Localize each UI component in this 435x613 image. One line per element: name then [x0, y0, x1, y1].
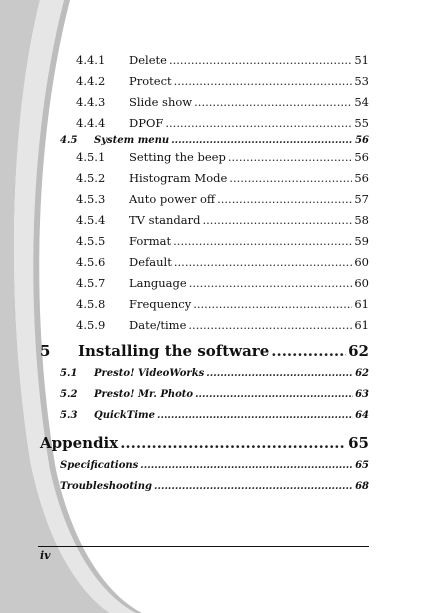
toc-entry-title: Appendix — [40, 434, 119, 452]
toc-entry-title: Auto power off — [129, 192, 216, 206]
toc-entry-title: Installing the software — [78, 342, 270, 360]
footer-page-number: iv — [40, 549, 51, 562]
toc-entry[interactable] — [76, 53, 369, 67]
toc-entry-page: 56 — [355, 135, 369, 146]
toc-entry[interactable] — [76, 255, 369, 269]
toc-entry-page: 59 — [354, 234, 369, 248]
toc-leader-dots — [188, 318, 352, 332]
toc-entry-title: Delete — [129, 53, 167, 67]
toc-entry-title: Presto! VideoWorks — [94, 368, 205, 379]
toc-entry[interactable] — [60, 135, 369, 146]
toc-entry-title: System menu — [94, 135, 170, 146]
toc-leader-dots — [228, 150, 353, 164]
toc-entry-number: 5 — [40, 342, 51, 360]
toc-leader-dots — [174, 255, 353, 269]
toc-entry[interactable] — [60, 481, 369, 492]
toc-entry-page: 54 — [354, 95, 369, 109]
toc-leader-dots — [271, 342, 346, 360]
toc-entry[interactable] — [40, 434, 369, 452]
toc-entry-number: 5.2 — [60, 389, 78, 400]
toc-leader-dots — [194, 95, 352, 109]
toc-leader-dots — [193, 297, 352, 311]
toc-entry-number: 4.4.3 — [76, 95, 106, 109]
toc-entry-page: 53 — [354, 74, 369, 88]
toc-entry[interactable] — [76, 171, 369, 185]
toc-entry[interactable] — [76, 234, 369, 248]
footer-rule — [38, 546, 369, 547]
toc-entry[interactable] — [76, 318, 369, 332]
toc-leader-dots — [203, 213, 353, 227]
toc-entry-title: Default — [129, 255, 172, 269]
toc-leader-dots — [189, 276, 353, 290]
toc-entry-page: 64 — [355, 410, 369, 421]
toc-leader-dots — [165, 116, 352, 130]
toc-leader-dots — [206, 368, 353, 379]
toc-leader-dots — [120, 434, 346, 452]
toc-entry-page: 62 — [355, 368, 369, 379]
toc-entry[interactable] — [76, 116, 369, 130]
toc-entry-number: 4.5.4 — [76, 213, 106, 227]
toc-entry[interactable] — [60, 460, 369, 471]
toc-entry-number: 5.1 — [60, 368, 78, 379]
toc-entry-page: 60 — [354, 255, 369, 269]
toc-entry-number: 4.5.2 — [76, 171, 106, 185]
toc-entry[interactable] — [76, 95, 369, 109]
toc-entry[interactable] — [76, 276, 369, 290]
toc-entry[interactable] — [76, 192, 369, 206]
toc-entry[interactable] — [76, 213, 369, 227]
toc-entry-title: DPOF — [129, 116, 164, 130]
toc-entry-number: 4.5.9 — [76, 318, 106, 332]
toc-entry-title: Protect — [129, 74, 172, 88]
toc-leader-dots — [154, 481, 353, 492]
toc-entry-title: Presto! Mr. Photo — [94, 389, 194, 400]
toc-entry-title: Setting the beep — [129, 150, 226, 164]
toc-leader-dots — [140, 460, 353, 471]
toc-entry-page: 58 — [354, 213, 369, 227]
toc-leader-dots — [169, 53, 352, 67]
toc-entry-title: Troubleshooting — [60, 481, 152, 492]
toc-leader-dots — [171, 135, 353, 146]
toc-entry[interactable] — [76, 74, 369, 88]
toc-entry-page: 51 — [354, 53, 369, 67]
toc-entry-page: 68 — [355, 481, 369, 492]
toc-leader-dots — [195, 389, 353, 400]
toc-leader-dots — [174, 74, 353, 88]
toc-entry-page: 56 — [354, 150, 369, 164]
toc-leader-dots — [229, 171, 352, 185]
toc-entry-number: 4.4.2 — [76, 74, 106, 88]
toc-entry-page: 65 — [355, 460, 369, 471]
toc-entry-title: Slide show — [129, 95, 193, 109]
toc-entry-number: 4.5.8 — [76, 297, 106, 311]
toc-entry-title: TV standard — [129, 213, 201, 227]
toc-entry[interactable] — [76, 297, 369, 311]
toc-entry-title: Format — [129, 234, 172, 248]
toc-entry-page: 61 — [354, 318, 369, 332]
toc-entry-page: 60 — [354, 276, 369, 290]
toc-entry-number: 4.5.6 — [76, 255, 106, 269]
toc-entry-page: 61 — [354, 297, 369, 311]
toc-entry-page: 63 — [355, 389, 369, 400]
toc-entry[interactable] — [76, 150, 369, 164]
toc-entry-page: 57 — [354, 192, 369, 206]
toc-entry[interactable] — [60, 410, 369, 421]
toc-leader-dots — [217, 192, 352, 206]
toc-entry-page: 62 — [348, 342, 369, 360]
toc-entry-title: Histogram Mode — [129, 171, 228, 185]
toc-entry-page: 55 — [354, 116, 369, 130]
toc-leader-dots — [157, 410, 353, 421]
toc-entry-title: Frequency — [129, 297, 192, 311]
toc-entry-page: 56 — [354, 171, 369, 185]
toc-entry-number: 4.5 — [60, 135, 78, 146]
toc-entry-title: QuickTime — [94, 410, 155, 421]
toc-entry-title: Date/time — [129, 318, 187, 332]
toc-entry-title: Specifications — [60, 460, 139, 471]
toc-entry-number: 4.5.3 — [76, 192, 106, 206]
toc-entry-number: 4.5.1 — [76, 150, 106, 164]
toc-entry-number: 4.4.4 — [76, 116, 106, 130]
toc-entry-number: 4.4.1 — [76, 53, 106, 67]
toc-entry[interactable] — [60, 389, 369, 400]
toc-entry-number: 5.3 — [60, 410, 78, 421]
toc-entry-page: 65 — [348, 434, 369, 452]
toc-entry[interactable] — [40, 342, 369, 360]
toc-entry-title: Language — [129, 276, 187, 290]
toc-leader-dots — [173, 234, 352, 248]
toc-entry[interactable] — [60, 368, 369, 379]
toc-entry-number: 4.5.5 — [76, 234, 106, 248]
toc-entry-number: 4.5.7 — [76, 276, 106, 290]
